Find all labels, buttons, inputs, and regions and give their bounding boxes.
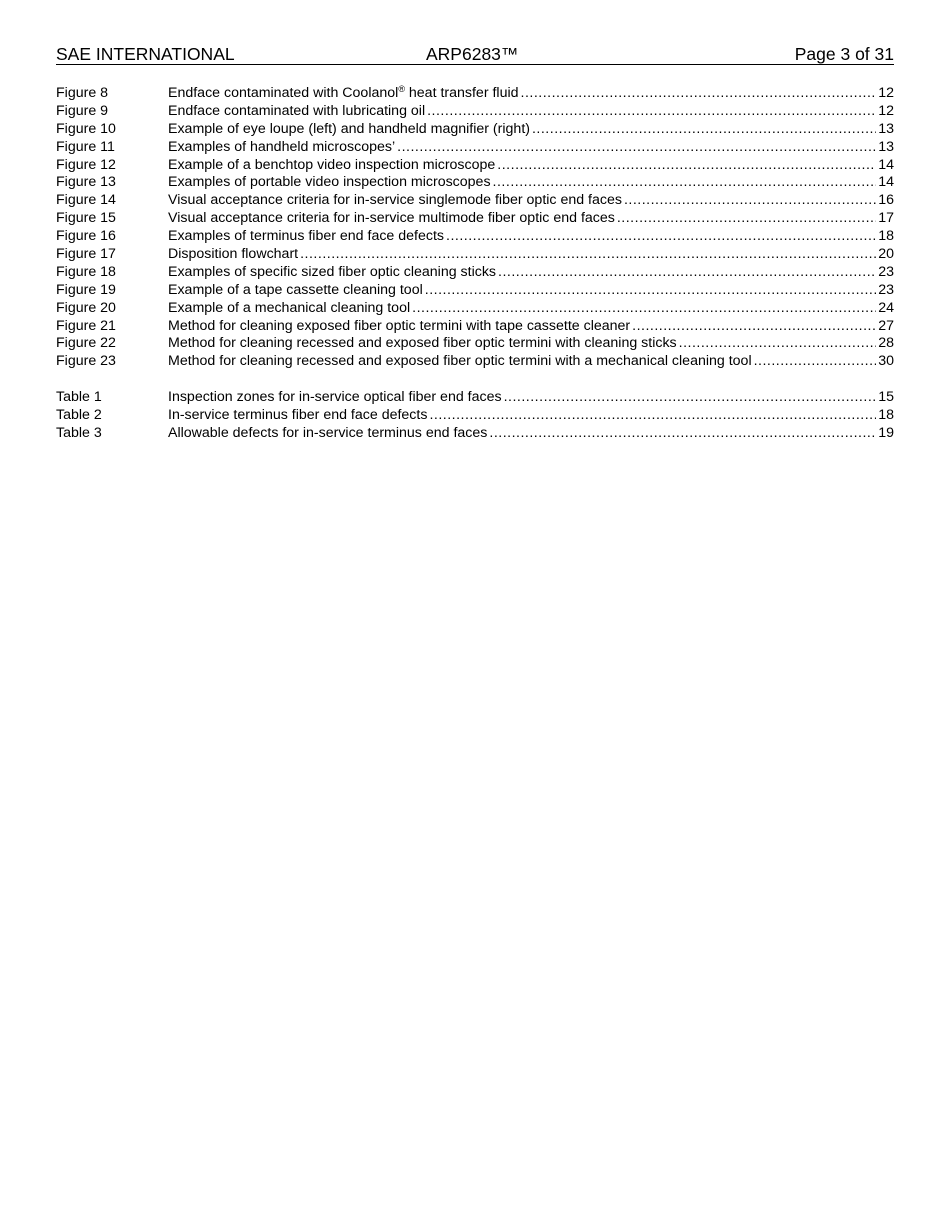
entry-page-number: 16: [878, 192, 894, 209]
entry-number: Figure 18: [56, 263, 116, 280]
entry-title: [168, 85, 519, 103]
entry-title: Method for cleaning recessed and exposed fiber optic termini with cleaning sticks: [168, 335, 677, 352]
entry-title: Disposition flowchart: [168, 246, 299, 263]
organization-name: SAE INTERNATIONAL: [56, 44, 235, 64]
entry-page-number: 14: [878, 156, 894, 173]
figure-entry[interactable]: [56, 353, 894, 371]
figure-entry[interactable]: [56, 300, 894, 318]
entry-number: Figure 17: [56, 246, 116, 263]
entry-number: Figure 13: [56, 174, 116, 191]
entry-page-number: 28: [878, 335, 894, 352]
dot-leader: [498, 264, 876, 282]
list-of-tables: [56, 389, 894, 443]
page-header: [56, 44, 894, 65]
dot-leader: [489, 425, 876, 443]
dot-leader: [617, 210, 876, 228]
entry-title: Method for cleaning exposed fiber optic termini with tape cassette cleaner: [168, 317, 631, 334]
document-page: [56, 44, 894, 443]
dot-leader: [521, 85, 877, 103]
dot-leader: [632, 318, 876, 336]
dot-leader: [397, 139, 876, 157]
entry-title: Method for cleaning recessed and exposed fiber optic termini with a mechanical cleaning tool: [168, 353, 752, 370]
entry-number: Figure 11: [56, 138, 115, 155]
dot-leader: [412, 300, 876, 318]
figure-entry[interactable]: [56, 318, 894, 336]
figure-entry[interactable]: [56, 121, 894, 139]
entry-page-number: 30: [878, 353, 894, 370]
figure-entry[interactable]: [56, 103, 894, 121]
registered-mark: ®: [398, 84, 405, 94]
figure-entry[interactable]: [56, 174, 894, 192]
figure-entry[interactable]: [56, 85, 894, 103]
entry-page-number: 13: [878, 138, 894, 155]
entry-number: Figure 10: [56, 120, 116, 137]
entry-number: Figure 15: [56, 210, 116, 227]
document-number: ARP6283™: [426, 44, 519, 64]
dot-leader: [427, 103, 876, 121]
entry-title: Examples of terminus fiber end face defects: [168, 228, 445, 245]
entry-number: Table 3: [56, 425, 102, 442]
entry-number: Figure 16: [56, 228, 116, 245]
entry-number: Figure 20: [56, 299, 116, 316]
figure-entry[interactable]: [56, 210, 894, 228]
entry-title-text: Endface contaminated with Coolanol: [168, 85, 399, 101]
entry-number: Figure 8: [56, 85, 109, 101]
list-of-figures-and-tables: [56, 85, 894, 443]
table-entry[interactable]: [56, 389, 894, 407]
dot-leader: [532, 121, 876, 139]
figure-entry[interactable]: [56, 246, 894, 264]
entry-title: Visual acceptance criteria for in-service multimode fiber optic end faces: [168, 210, 615, 227]
dot-leader: [429, 407, 876, 425]
entry-title: Allowable defects for in-service terminus end faces: [168, 425, 488, 442]
entry-page-number: 18: [878, 407, 894, 424]
entry-title: Examples of portable video inspection microscopes: [168, 174, 491, 191]
entry-page-number: 18: [878, 228, 894, 245]
entry-page-number: 20: [878, 246, 894, 263]
figure-entry[interactable]: [56, 192, 894, 210]
entry-title: Examples of specific sized fiber optic cleaning sticks: [168, 263, 497, 280]
dot-leader: [754, 353, 877, 371]
entry-title: Examples of handheld microscopes’: [168, 138, 396, 155]
figure-entry[interactable]: [56, 282, 894, 300]
entry-page-number: 24: [878, 299, 894, 316]
entry-page-number: 14: [878, 174, 894, 191]
entry-number: Figure 21: [56, 317, 116, 334]
entry-page-number: 12: [878, 102, 894, 119]
dot-leader: [493, 174, 877, 192]
entry-title: Inspection zones for in-service optical fiber end faces: [168, 389, 502, 406]
entry-page-number: 15: [878, 389, 894, 406]
entry-title: Example of eye loupe (left) and handheld magnifier (right): [168, 120, 530, 137]
entry-page-number: 19: [878, 425, 894, 442]
entry-number: Figure 9: [56, 102, 109, 119]
entry-number: Figure 14: [56, 192, 116, 209]
table-entry[interactable]: [56, 407, 894, 425]
dot-leader: [679, 335, 877, 353]
entry-title: Example of a mechanical cleaning tool: [168, 299, 411, 316]
entry-title: Visual acceptance criteria for in-service singlemode fiber optic end faces: [168, 192, 622, 209]
figure-entry[interactable]: [56, 139, 894, 157]
entry-number: Figure 19: [56, 281, 116, 298]
dot-leader: [624, 192, 876, 210]
entry-page-number: 13: [878, 120, 894, 137]
entry-title-text-continued: heat transfer fluid: [404, 85, 519, 101]
entry-page-number: 23: [878, 281, 894, 298]
entry-title: Endface contaminated with lubricating oil: [168, 102, 426, 119]
entry-page-number: 12: [878, 85, 894, 101]
entry-number: Figure 23: [56, 353, 116, 370]
entry-page-number: 23: [878, 263, 894, 280]
dot-leader: [446, 228, 876, 246]
entry-number: Figure 22: [56, 335, 116, 352]
entry-title: Example of a benchtop video inspection microscope: [168, 156, 496, 173]
entry-page-number: 27: [878, 317, 894, 334]
figure-entry[interactable]: [56, 264, 894, 282]
list-of-figures: [56, 85, 894, 371]
entry-title: Example of a tape cassette cleaning tool: [168, 281, 423, 298]
entry-number: Table 1: [56, 389, 102, 406]
entry-number: Figure 12: [56, 156, 116, 173]
dot-leader: [504, 389, 877, 407]
entry-page-number: 17: [878, 210, 894, 227]
figure-entry[interactable]: [56, 335, 894, 353]
figure-entry[interactable]: [56, 228, 894, 246]
entry-title: In-service terminus fiber end face defects: [168, 407, 428, 424]
table-entry[interactable]: [56, 425, 894, 443]
dot-leader: [425, 282, 876, 300]
page-number: Page 3 of 31: [794, 44, 894, 64]
dot-leader: [497, 157, 876, 175]
figure-entry[interactable]: [56, 157, 894, 175]
entry-number: Table 2: [56, 407, 102, 424]
dot-leader: [300, 246, 876, 264]
